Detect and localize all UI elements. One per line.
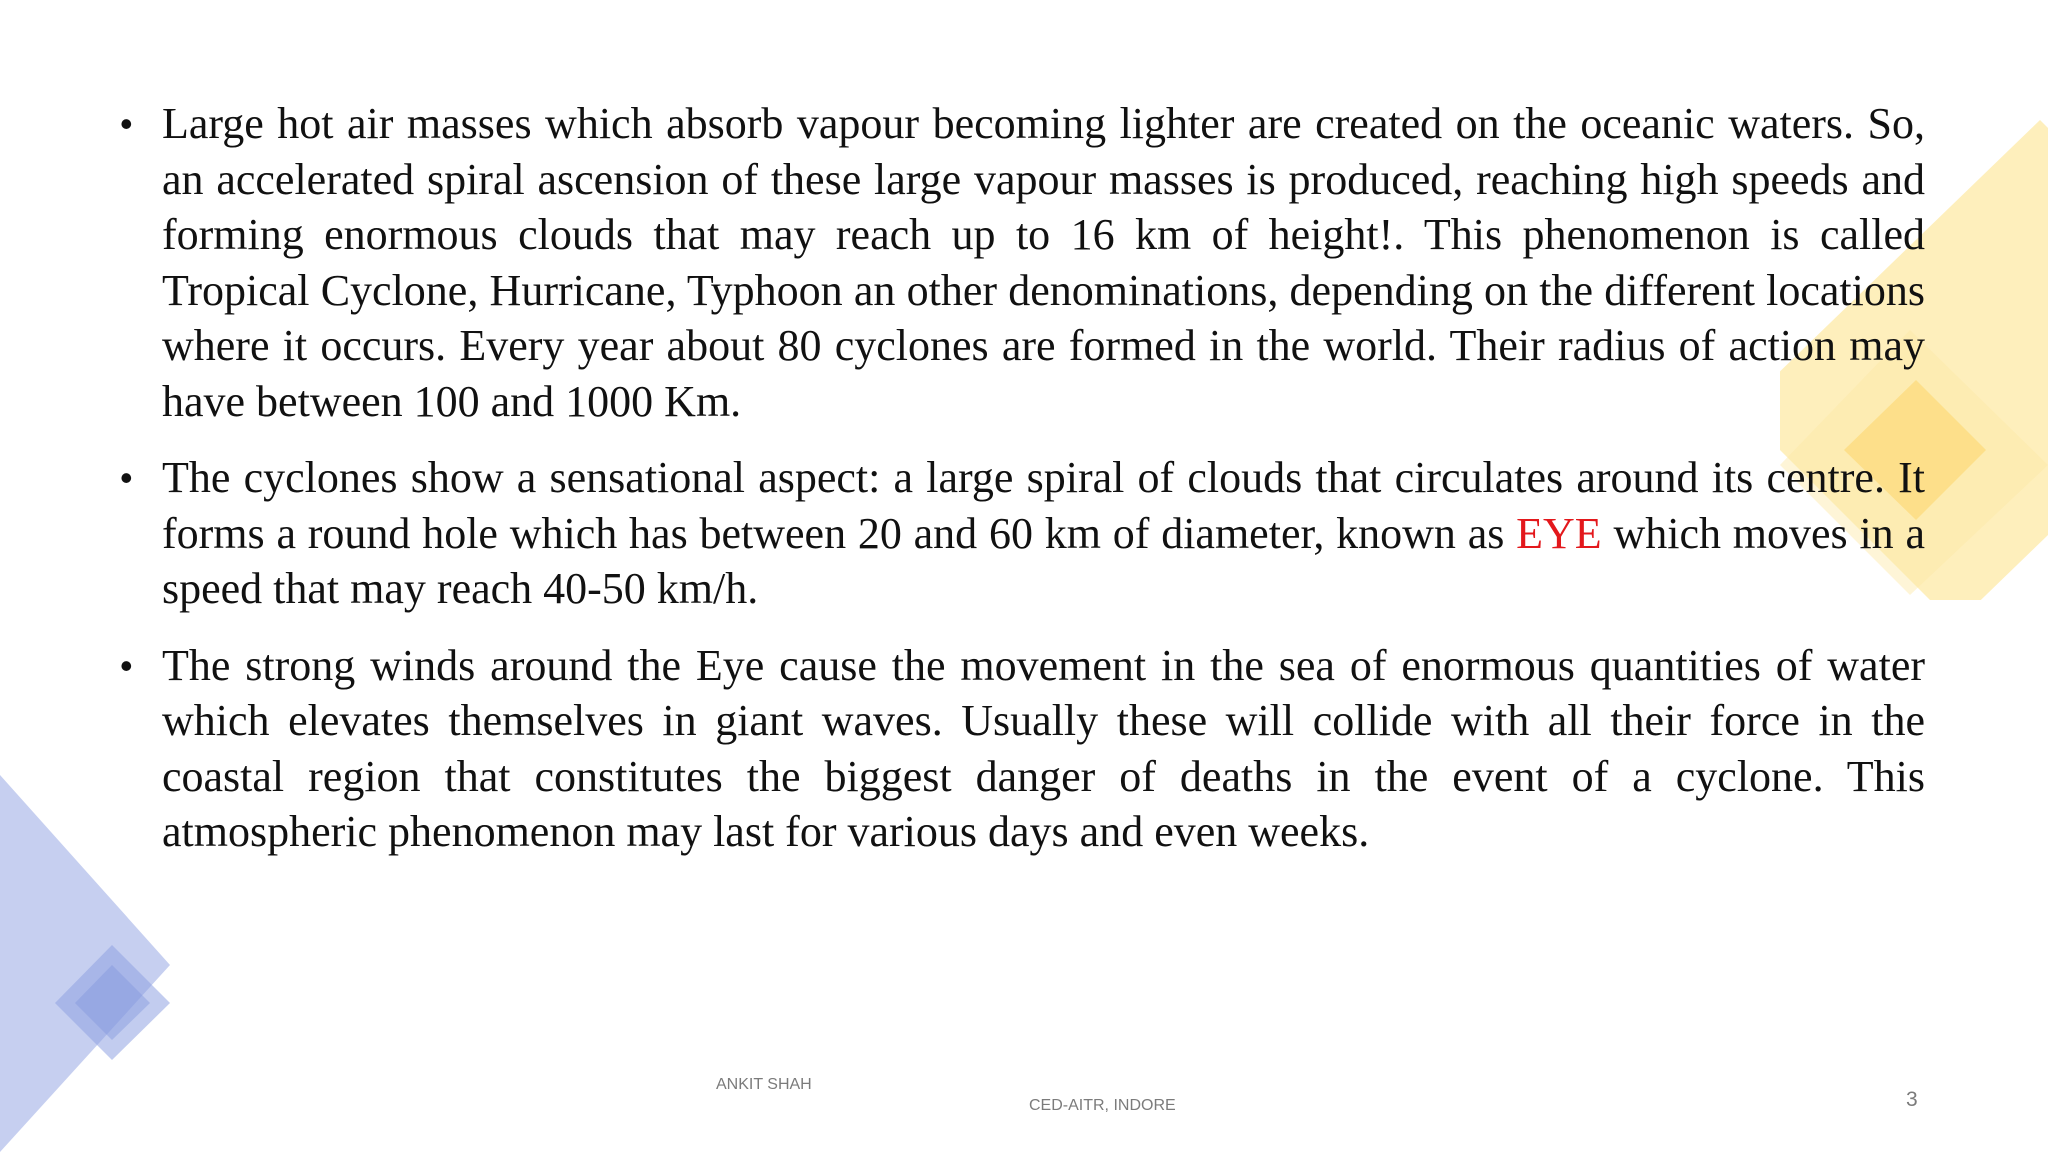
bullet-text: Large hot air masses which absorb vapour becoming lighter are created on the oceanic waters. So, an accelerated spiral ascension of these large vapour masses is produced, reaching high speeds and forming enormous clouds that may reach up to 16 km of height!. This phenomenon is called Tropical Cyclone, Hurricane, Typhoon an other denominations, depending on the different locations where it occurs. Every year about 80 cyclones are formed in the world. Their radius of action may have between 100 and 1000 Km. <box>162 99 1925 426</box>
bullet-dot-icon: • <box>120 644 133 686</box>
bullet-item <box>120 638 1925 860</box>
bullet-dot-icon: • <box>120 457 133 498</box>
bullet-text: The cyclones show a sensational aspect: a large spiral of clouds that circulates around its centre. It forms a round hole which has between 20 and 60 km of diameter, known as <box>162 453 1925 558</box>
bullet-text: which moves in a speed that may reach 40-50 km/h. <box>162 508 1925 613</box>
bullet-item <box>120 96 1925 429</box>
footer-author: ANKIT SHAH <box>716 1076 812 1093</box>
slide-content <box>120 96 1925 881</box>
bullet-dot-icon: • <box>120 103 133 144</box>
page-number: 3 <box>1906 1088 1918 1111</box>
bullet-item <box>120 450 1925 617</box>
footer-organization: CED-AITR, INDORE <box>1029 1097 1176 1114</box>
bullet-text: The strong winds around the Eye cause the movement in the sea of enormous quantities of water which elevates themselves in giant waves. Usually these will collide with all their force in the coastal region that constitutes the biggest danger of deaths in the event of a cyclone. This atmospheric phenomenon may last for various days and even weeks. <box>162 640 1925 856</box>
eye-highlight: EYE <box>1516 508 1602 558</box>
